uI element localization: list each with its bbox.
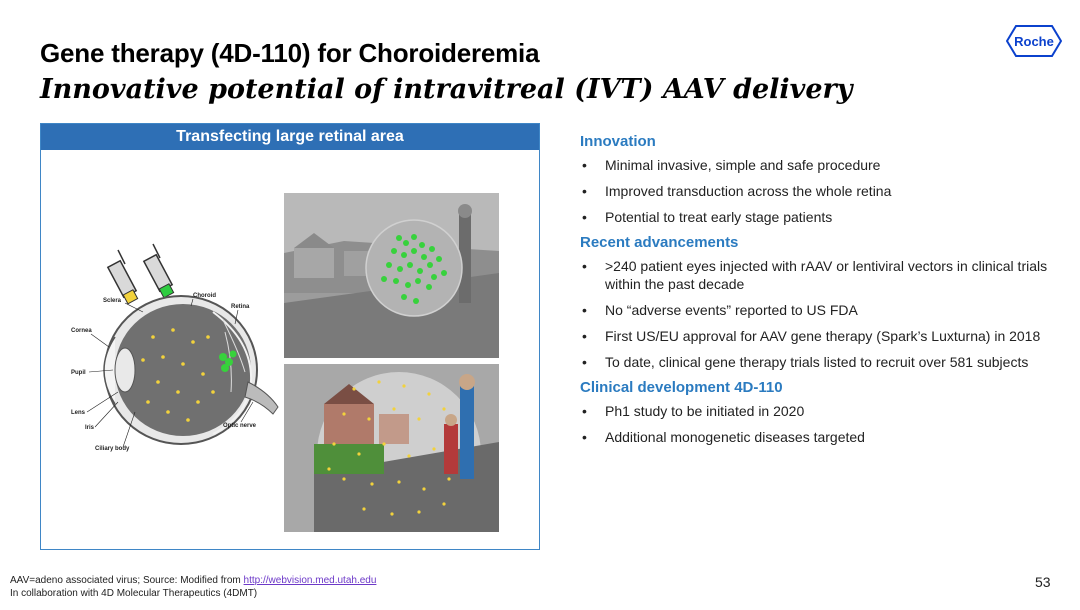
- label-ciliary-body: Ciliary body: [95, 446, 130, 452]
- collaboration-note: In collaboration with 4D Molecular Therapeutics (4DMT): [10, 588, 258, 599]
- illustration-panel: [40, 123, 540, 550]
- eye-diagram: [63, 242, 283, 462]
- logo-text: Roche: [1014, 34, 1054, 49]
- section-heading-clinical-development: Clinical development 4D-110: [580, 379, 783, 396]
- content-column: [580, 133, 1050, 454]
- list-item: • To date, clinical gene therapy trials listed to recruit over 581 subjects: [582, 354, 1029, 370]
- list-item: • Ph1 study to be initiated in 2020: [582, 403, 805, 419]
- bullet-icon: •: [582, 429, 587, 445]
- section-heading-recent-advancements: Recent advancements: [580, 234, 739, 251]
- panel-header: Transfecting large retinal area: [41, 124, 539, 150]
- advancements-list: [580, 257, 1050, 371]
- list-item: • First US/EU approval for AAV gene therapy (Spark’s Luxturna) in 2018: [582, 328, 1041, 344]
- list-item: • Additional monogenetic diseases targeted: [582, 429, 865, 445]
- source-line: [10, 574, 376, 587]
- label-pupil: Pupil: [71, 370, 86, 376]
- bullet-icon: •: [582, 183, 587, 199]
- list-item: • Potential to treat early stage patients: [582, 209, 833, 225]
- label-iris: Iris: [85, 425, 95, 431]
- label-choroid: Choroid: [193, 293, 216, 299]
- bullet-icon: •: [582, 209, 587, 225]
- innovation-list: [580, 156, 1050, 226]
- label-cornea: Cornea: [71, 328, 92, 334]
- label-retina: Retina: [231, 304, 250, 310]
- clinical-development-list: [580, 402, 1050, 446]
- street-photo-green-cluster: [284, 193, 499, 358]
- label-lens: Lens: [71, 410, 86, 416]
- list-item: • Improved transduction across the whole retina: [582, 183, 892, 199]
- bullet-icon: •: [582, 302, 587, 318]
- label-sclera: Sclera: [103, 298, 122, 304]
- bullet-icon: •: [582, 403, 587, 419]
- list-item: • Minimal invasive, simple and safe procedure: [582, 157, 881, 173]
- bullet-icon: •: [582, 328, 587, 344]
- syringe-icon: [144, 244, 174, 298]
- section-heading-innovation: Innovation: [580, 133, 656, 150]
- label-optic-nerve: Optic nerve: [223, 423, 257, 429]
- source-link[interactable]: http://webvision.med.utah.edu: [243, 575, 377, 586]
- syringe-icon: [108, 250, 138, 304]
- slide-title: Gene therapy (4D-110) for Choroideremia: [40, 38, 540, 68]
- footer-notes: [10, 574, 376, 600]
- street-photo-yellow-dots: [284, 364, 499, 532]
- page-number: 53: [1035, 574, 1051, 590]
- bullet-icon: •: [582, 157, 587, 173]
- bullet-icon: •: [582, 354, 587, 370]
- source-prefix: AAV=adeno associated virus; Source: Modified from: [10, 575, 244, 586]
- list-item: • No “adverse events” reported to US FDA: [582, 302, 858, 318]
- bullet-icon: •: [582, 258, 587, 274]
- roche-logo: [1006, 24, 1062, 58]
- slide-subtitle: Innovative potential of intravitreal (IVT) AAV delivery: [40, 74, 853, 105]
- list-item: • >240 patient eyes injected with rAAV or lentiviral vectors in clinical trials within the past decade: [582, 258, 1048, 292]
